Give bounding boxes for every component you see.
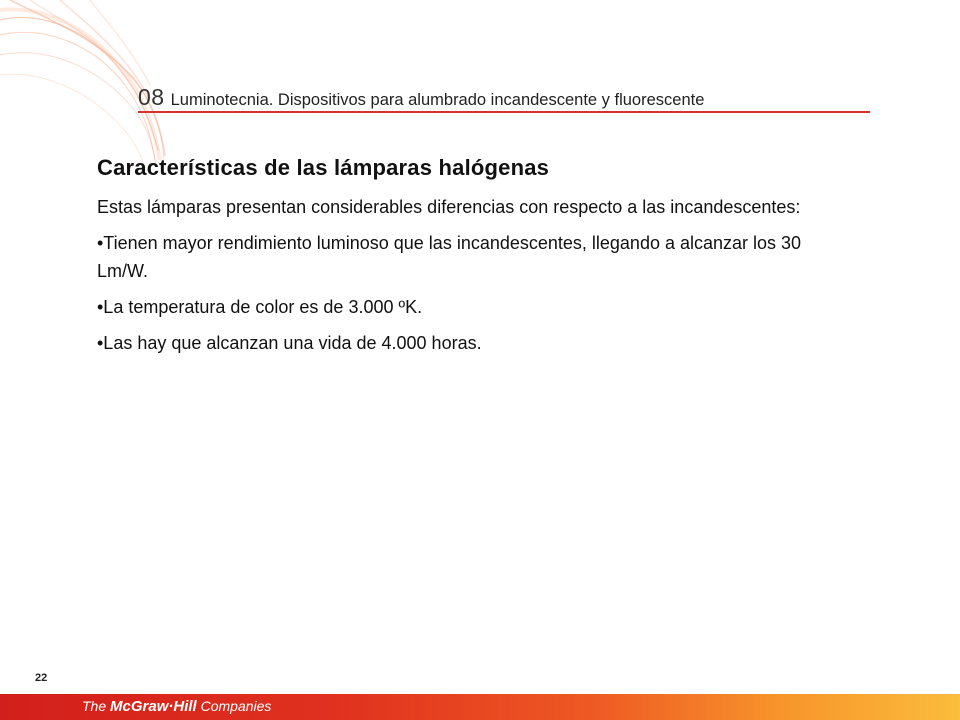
brand-suffix: Companies: [196, 698, 272, 714]
footer-bar: [0, 694, 960, 720]
header-underline: [138, 111, 870, 113]
section-heading: Características de las lámparas halógenas: [97, 155, 550, 180]
slide-header: [138, 84, 870, 111]
brand-main: McGraw·Hill: [110, 698, 197, 715]
intro-paragraph: Estas lámparas presentan considerables diferencias con respecto a las incandescentes:: [97, 197, 801, 217]
bullet-lifespan: •Las hay que alcanzan una vida de 4.000 horas.: [97, 333, 482, 353]
chapter-number: 08: [138, 84, 165, 110]
chapter-title: Luminotecnia. Dispositivos para alumbrado incandescente y fluorescente: [170, 91, 705, 109]
page-number: 22: [35, 672, 48, 684]
bullet-luminous-efficiency: •Tienen mayor rendimiento luminoso que las incandescentes, llegando a alcanzar los 30 Lm/W.: [97, 233, 802, 281]
brand-prefix: The: [82, 698, 111, 714]
slide-content: [97, 155, 817, 365]
publisher-logo: [82, 698, 271, 715]
bullet-color-temperature: •La temperatura de color es de 3.000 ºK.: [97, 297, 423, 317]
